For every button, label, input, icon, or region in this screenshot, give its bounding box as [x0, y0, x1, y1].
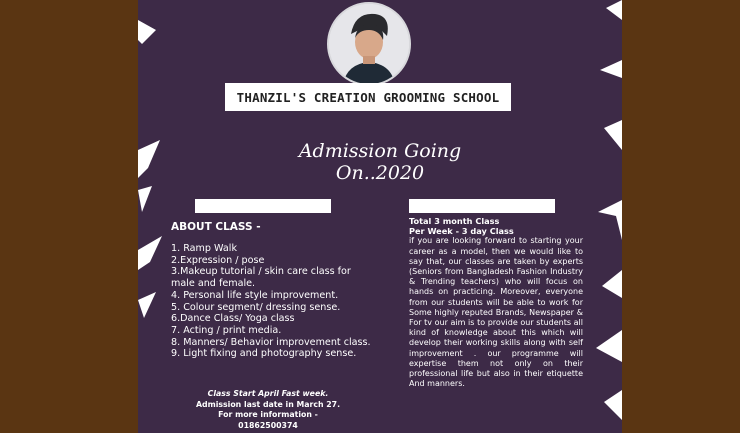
divider-bar-left — [195, 199, 331, 213]
admission-line-1: Admission Going — [298, 140, 462, 162]
profile-photo — [327, 2, 411, 86]
list-item: 2.Expression / pose — [171, 254, 265, 266]
brush-strokes-right — [596, 0, 622, 433]
list-item: 4. Personal life style improvement. — [171, 289, 339, 301]
school-title: THANZIL'S CREATION GROOMING SCHOOL — [225, 83, 511, 111]
class-start-date: Class Start April Fast week. — [207, 389, 329, 398]
list-item: 3.Makeup tutorial / skin care class for male and female. — [171, 266, 351, 290]
list-item: 5. Colour segment/ dressing sense. — [171, 301, 341, 313]
about-list — [171, 243, 371, 360]
list-item: 9. Light fixing and photography sense. — [171, 348, 357, 360]
admission-line-2: On..2020 — [335, 162, 425, 184]
person-icon — [329, 4, 409, 84]
more-info-label: For more information - — [218, 410, 318, 419]
class-start-info — [168, 389, 368, 431]
admission-last-date: Admission last date in March 27. — [195, 399, 341, 409]
list-item: 1. Ramp Walk — [171, 243, 237, 254]
description-text: if you are looking forward to starting your career as a model, then we would like to say that, our classes are taken by experts (Seniors from Bangladesh Fashion Industry & Trending teachers) who will focus on hands on practicing. Moreover, everyone from our students will be able to work for Some highly reputed Brands, Newspaper & For tv our aim is to provide our students all kind of knowledge about this which will develop their working skills along with self improvement . our programme will expertise them not only on their professional life but also in their etiquette And manners. — [409, 236, 583, 389]
about-heading: ABOUT CLASS - — [171, 221, 261, 233]
list-item: 6.Dance Class/ Yoga class — [171, 313, 295, 325]
schedule-line: Per Week - 3 day Class — [409, 226, 514, 237]
duration-line: Total 3 month Class — [409, 216, 500, 226]
list-item: 7. Acting / print media. — [171, 324, 282, 336]
poster — [138, 0, 622, 433]
divider-bar-right — [409, 199, 555, 213]
list-item: 8. Manners/ Behavior improvement class. — [171, 336, 371, 348]
class-details — [409, 216, 583, 389]
brush-strokes-left — [138, 0, 168, 433]
phone-number: 01862500374 — [238, 420, 298, 430]
